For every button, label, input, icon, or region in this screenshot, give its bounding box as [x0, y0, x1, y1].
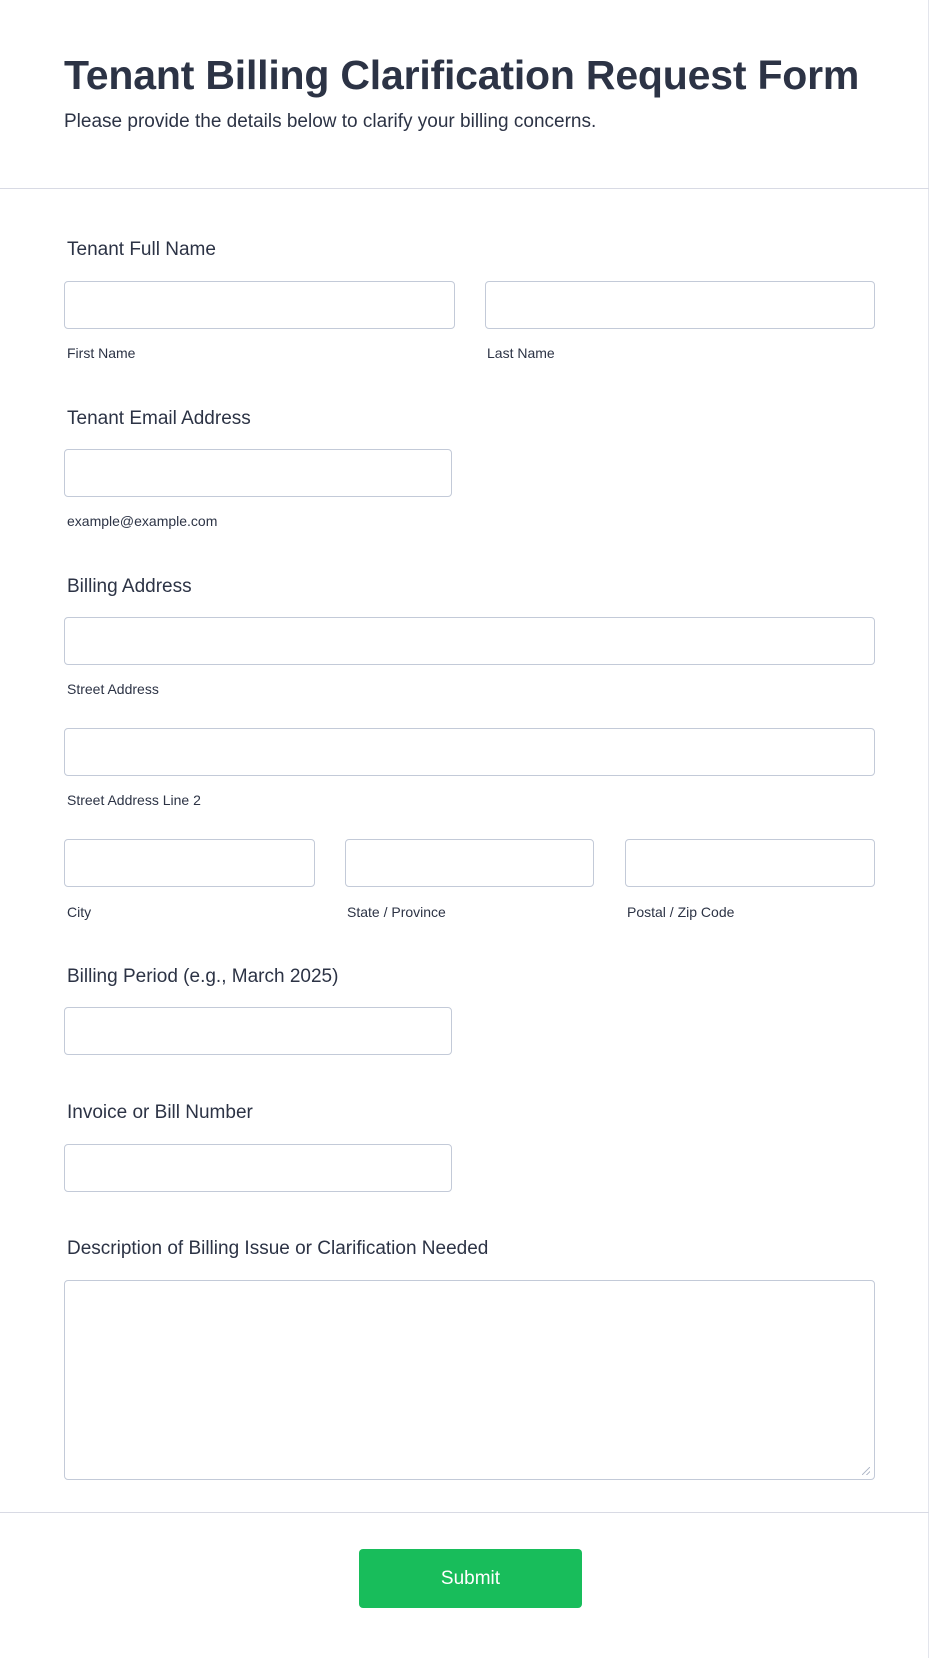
street-address-sublabel: Street Address — [67, 681, 159, 697]
street-address-line2-input[interactable] — [64, 728, 875, 776]
street-address-line2-sublabel: Street Address Line 2 — [67, 792, 201, 808]
last-name-sublabel: Last Name — [487, 345, 555, 361]
first-name-sublabel: First Name — [67, 345, 136, 361]
zip-input[interactable] — [625, 839, 875, 887]
header-divider — [0, 188, 929, 189]
last-name-input[interactable] — [485, 281, 875, 329]
page-border — [928, 0, 929, 1658]
invoice-number-label: Invoice or Bill Number — [67, 1102, 253, 1123]
description-label: Description of Billing Issue or Clarification Needed — [67, 1238, 489, 1259]
description-textarea[interactable] — [64, 1280, 875, 1480]
first-name-input[interactable] — [64, 281, 455, 329]
resize-handle-icon[interactable] — [862, 1467, 870, 1475]
footer-divider — [0, 1512, 929, 1513]
street-address-input[interactable] — [64, 617, 875, 665]
form-title: Tenant Billing Clarification Request Form — [64, 52, 860, 98]
email-sublabel: example@example.com — [67, 513, 218, 529]
zip-sublabel: Postal / Zip Code — [627, 904, 735, 920]
email-input[interactable] — [64, 449, 452, 497]
state-sublabel: State / Province — [347, 904, 446, 920]
full-name-label: Tenant Full Name — [67, 239, 216, 260]
billing-period-label: Billing Period (e.g., March 2025) — [67, 966, 339, 987]
invoice-number-input[interactable] — [64, 1144, 452, 1192]
submit-button[interactable]: Submit — [359, 1549, 582, 1608]
city-sublabel: City — [67, 904, 92, 920]
city-input[interactable] — [64, 839, 315, 887]
billing-address-label: Billing Address — [67, 576, 192, 597]
billing-period-input[interactable] — [64, 1007, 452, 1055]
state-input[interactable] — [345, 839, 594, 887]
email-label: Tenant Email Address — [67, 408, 251, 429]
form-subtitle: Please provide the details below to clarify your billing concerns. — [64, 111, 597, 132]
